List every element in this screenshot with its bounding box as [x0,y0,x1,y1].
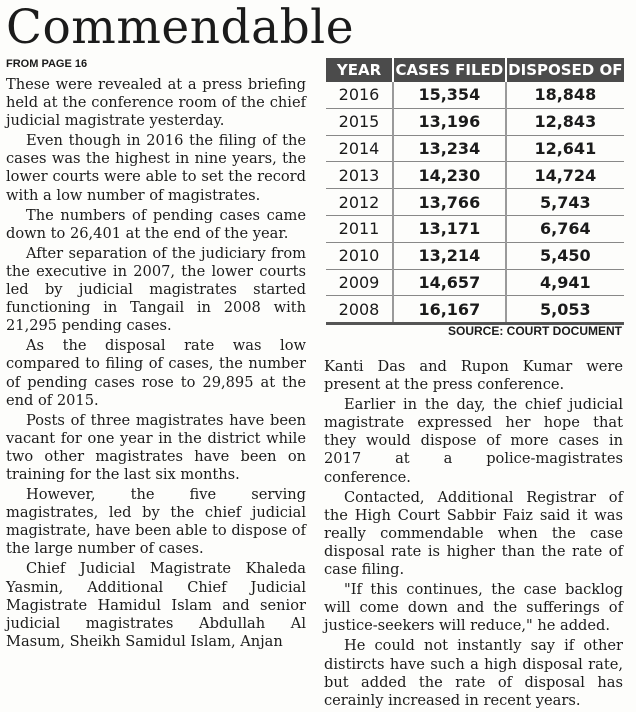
paragraph: However, the five serving magistrates, led by the chief judicial magistrate, have been able to dispose of the large number of cases. [6,486,306,558]
table-source: SOURCE: COURT DOCUMENT [448,324,622,338]
filed-cell: 13,214 [393,242,506,269]
article-column-1 [6,76,306,653]
header-cases-filed: CASES FILED [393,58,506,82]
paragraph: Kanti Das and Rupon Kumar were present at the press conference. [324,358,623,394]
disposed-cell: 5,053 [506,296,624,324]
table-row [326,135,624,162]
filed-cell: 14,657 [393,269,506,296]
paragraph: Chief Judicial Magistrate Khaleda Yasmin, Additional Chief Judicial Magistrate Hamidul Islam and senior judicial magistrates Abdullah Al Masum, Sheikh Samidul Islam, Anjan [6,560,306,650]
table-row [326,189,624,216]
paragraph: As the disposal rate was low compared to filing of cases, the number of pending cases rose to 29,895 at the end of 2015. [6,337,306,409]
headline: Commendable [6,0,355,55]
disposed-cell: 5,743 [506,189,624,216]
paragraph: The numbers of pending cases came down to 26,401 at the end of the year. [6,206,306,242]
cases-table [326,58,624,325]
filed-cell: 13,196 [393,108,506,135]
header-disposed-of: DISPOSED OF [506,58,624,82]
table-row [326,269,624,296]
year-cell: 2009 [326,269,393,296]
table-row [326,108,624,135]
paragraph: Contacted, Additional Registrar of the High Court Sabbir Faiz said it was really commendable when the case disposal rate is higher than the rate of case filing. [324,488,623,579]
paragraph: Even though in 2016 the filing of the cases was the highest in nine years, the lower courts were able to set the record with a low number of magistrates. [6,132,306,204]
table-header-row [326,58,624,82]
year-cell: 2011 [326,215,393,242]
table-row [326,296,624,324]
year-cell: 2016 [326,82,393,108]
disposed-cell: 14,724 [506,162,624,189]
year-cell: 2013 [326,162,393,189]
filed-cell: 14,230 [393,162,506,189]
year-cell: 2010 [326,242,393,269]
filed-cell: 13,234 [393,135,506,162]
year-cell: 2012 [326,189,393,216]
paragraph: Earlier in the day, the chief judicial magistrate expressed her hope that they would dispose of more cases in 2017 at a police-magistrates conference. [324,396,623,486]
paragraph: These were revealed at a press briefing held at the conference room of the chief judicial magistrate yesterday. [6,76,306,130]
from-page-label: FROM PAGE 16 [6,58,88,70]
paragraph: "If this continues, the case backlog will come down and the sufferings of justice-seekers will reduce," he added. [324,581,623,635]
filed-cell: 13,171 [393,215,506,242]
table-row [326,215,624,242]
disposed-cell: 18,848 [506,82,624,108]
article-column-2 [324,358,623,712]
table-row [326,162,624,189]
disposed-cell: 4,941 [506,269,624,296]
disposed-cell: 12,641 [506,135,624,162]
paragraph: After separation of the judiciary from the executive in 2007, the lower courts led by judicial magistrates started functioning in Tangail in 2008 with 21,295 pending cases. [6,244,306,335]
filed-cell: 13,766 [393,189,506,216]
header-year: YEAR [326,58,393,82]
table-row [326,82,624,108]
paragraph: He could not instantly say if other distircts have such a high disposal rate, but added the rate of disposal has cerainly increased in recent years. [324,637,623,709]
filed-cell: 16,167 [393,296,506,324]
disposed-cell: 5,450 [506,242,624,269]
year-cell: 2015 [326,108,393,135]
paragraph: Posts of three magistrates have been vacant for one year in the district while two other magistrates have been on training for the last six months. [6,411,306,483]
disposed-cell: 12,843 [506,108,624,135]
disposed-cell: 6,764 [506,215,624,242]
filed-cell: 15,354 [393,82,506,108]
year-cell: 2008 [326,296,393,324]
table-row [326,242,624,269]
year-cell: 2014 [326,135,393,162]
